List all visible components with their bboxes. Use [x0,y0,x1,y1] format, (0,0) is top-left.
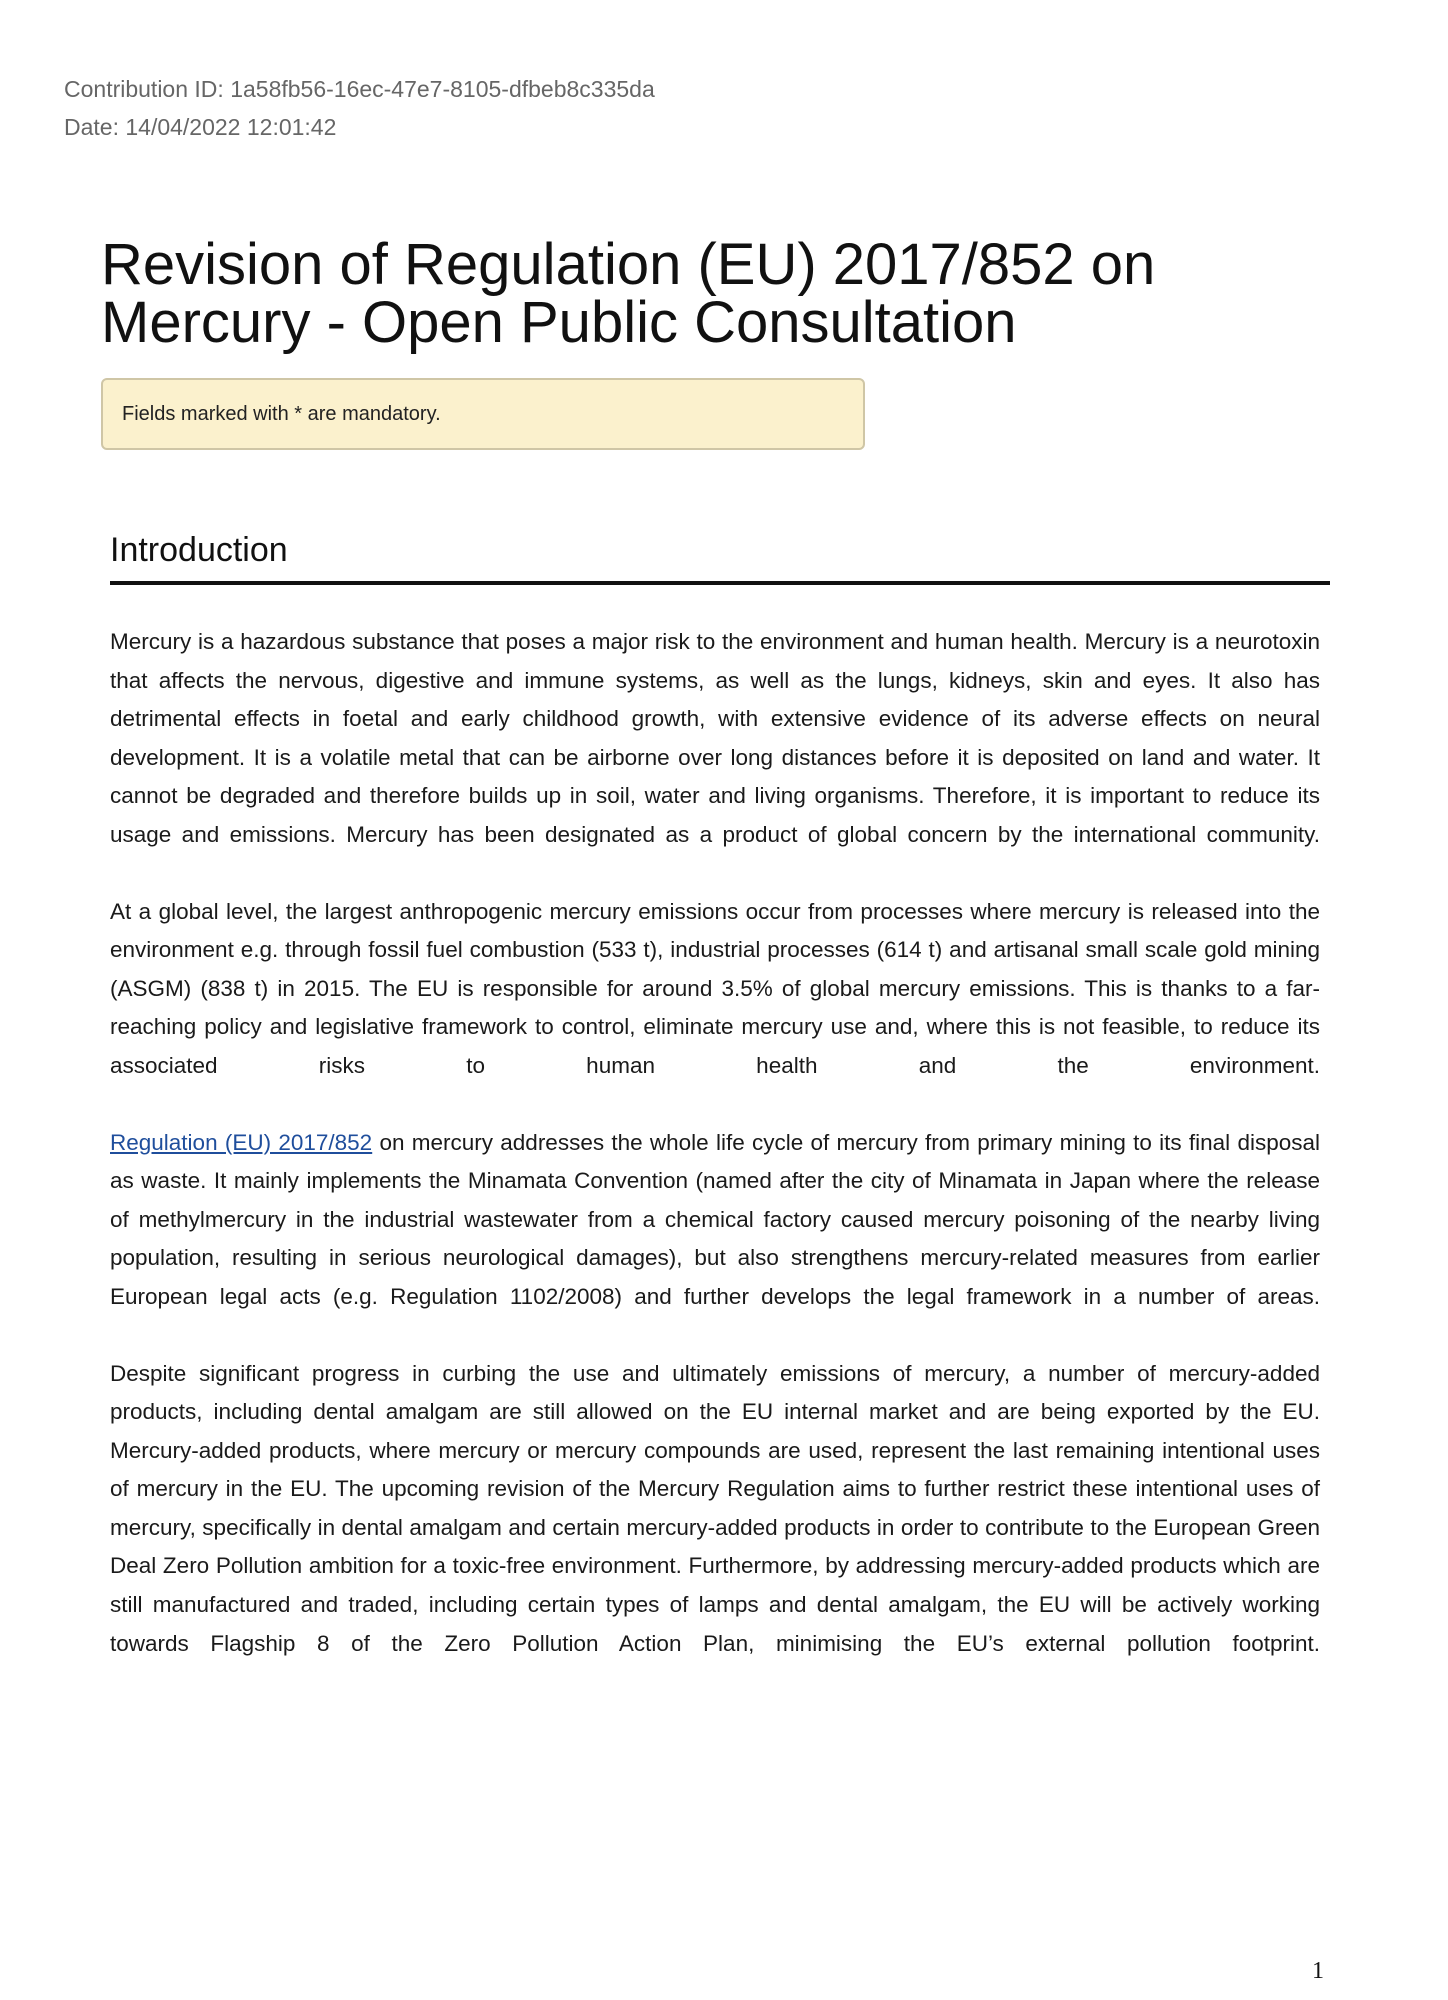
paragraph-regulation-text: on mercury addresses the whole life cycle of mercury from primary mining to its final disposal as waste. It mainly implements the Minamata Convention (named after the city of Minamata in Japan where the release of methylmercury in the industrial wastewater from a chemical factory caused mercury poisoning of the nearby living population, resulting in serious neurological damages), but also strengthens mercury-related measures from earlier European legal acts (e.g. Regulation 1102/2008) and further develops the legal framework in a number of areas. [110,1129,1320,1309]
page-number: 1 [1312,1958,1324,1984]
contribution-date: Date: 14/04/2022 12:01:42 [64,114,337,140]
paragraph-revision: Despite significant progress in curbing the use and ultimately emissions of mercury, a number of mercury-added products, including dental amalgam are still allowed on the EU internal market and are being exported by the EU. Mercury-added products, where mercury or mercury compounds are used, represent the last remaining intentional uses of mercury in the EU. The upcoming revision of the Mercury Regulation aims to further restrict these intentional uses of mercury, specifically in dental amalgam and certain mercury-added products in order to contribute to the European Green Deal Zero Pollution ambition for a toxic-free environment. Furthermore, by addressing mercury-added products which are still manufactured and traded, including certain types of lamps and dental amalgam, the EU will be actively working towards Flagship 8 of the Zero Pollution Action Plan, minimising the EU’s external pollution footprint. [110,1360,1320,1656]
contribution-id: Contribution ID: 1a58fb56-16ec-47e7-8105-dfbeb8c335da [64,76,655,102]
paragraph-mercury-hazard: Mercury is a hazardous substance that poses a major risk to the environment and human health. Mercury is a neurotoxin that affects the nervous, digestive and immune systems, as well as the lungs, kidneys, skin and eyes. It also has detrimental effects in foetal and early childhood growth, with extensive evidence of its adverse effects on neural development. It is a volatile metal that can be airborne over long distances before it is deposited on land and water. It cannot be degraded and therefore builds up in soil, water and living organisms. Therefore, it is important to reduce its usage and emissions. Mercury has been designated as a product of global concern by the international community. [110,629,1320,847]
mandatory-fields-text: Fields marked with * are mandatory. [122,402,441,425]
regulation-link[interactable]: Regulation (EU) 2017/852 [110,1129,373,1155]
paragraph-global-emissions: At a global level, the largest anthropogenic mercury emissions occur from processes where mercury is released into the environment e.g. through fossil fuel combustion (533 t), industrial processes (614 t) and artisanal small scale gold mining (ASGM) (838 t) in 2015. The EU is responsible for around 3.5% of global mercury emissions. This is thanks to a far-reaching policy and legislative framework to control, eliminate mercury use and, where this is not feasible, to reduce its associated risks to human health and the environment. [110,898,1320,1078]
contribution-meta [64,70,655,146]
section-heading-introduction: Introduction [110,528,1330,585]
introduction-body [110,623,1320,1701]
mandatory-fields-notice [101,378,865,450]
page-title: Revision of Regulation (EU) 2017/852 on Mercury - Open Public Consultation [101,232,1156,355]
paragraph-regulation [110,1124,1320,1317]
